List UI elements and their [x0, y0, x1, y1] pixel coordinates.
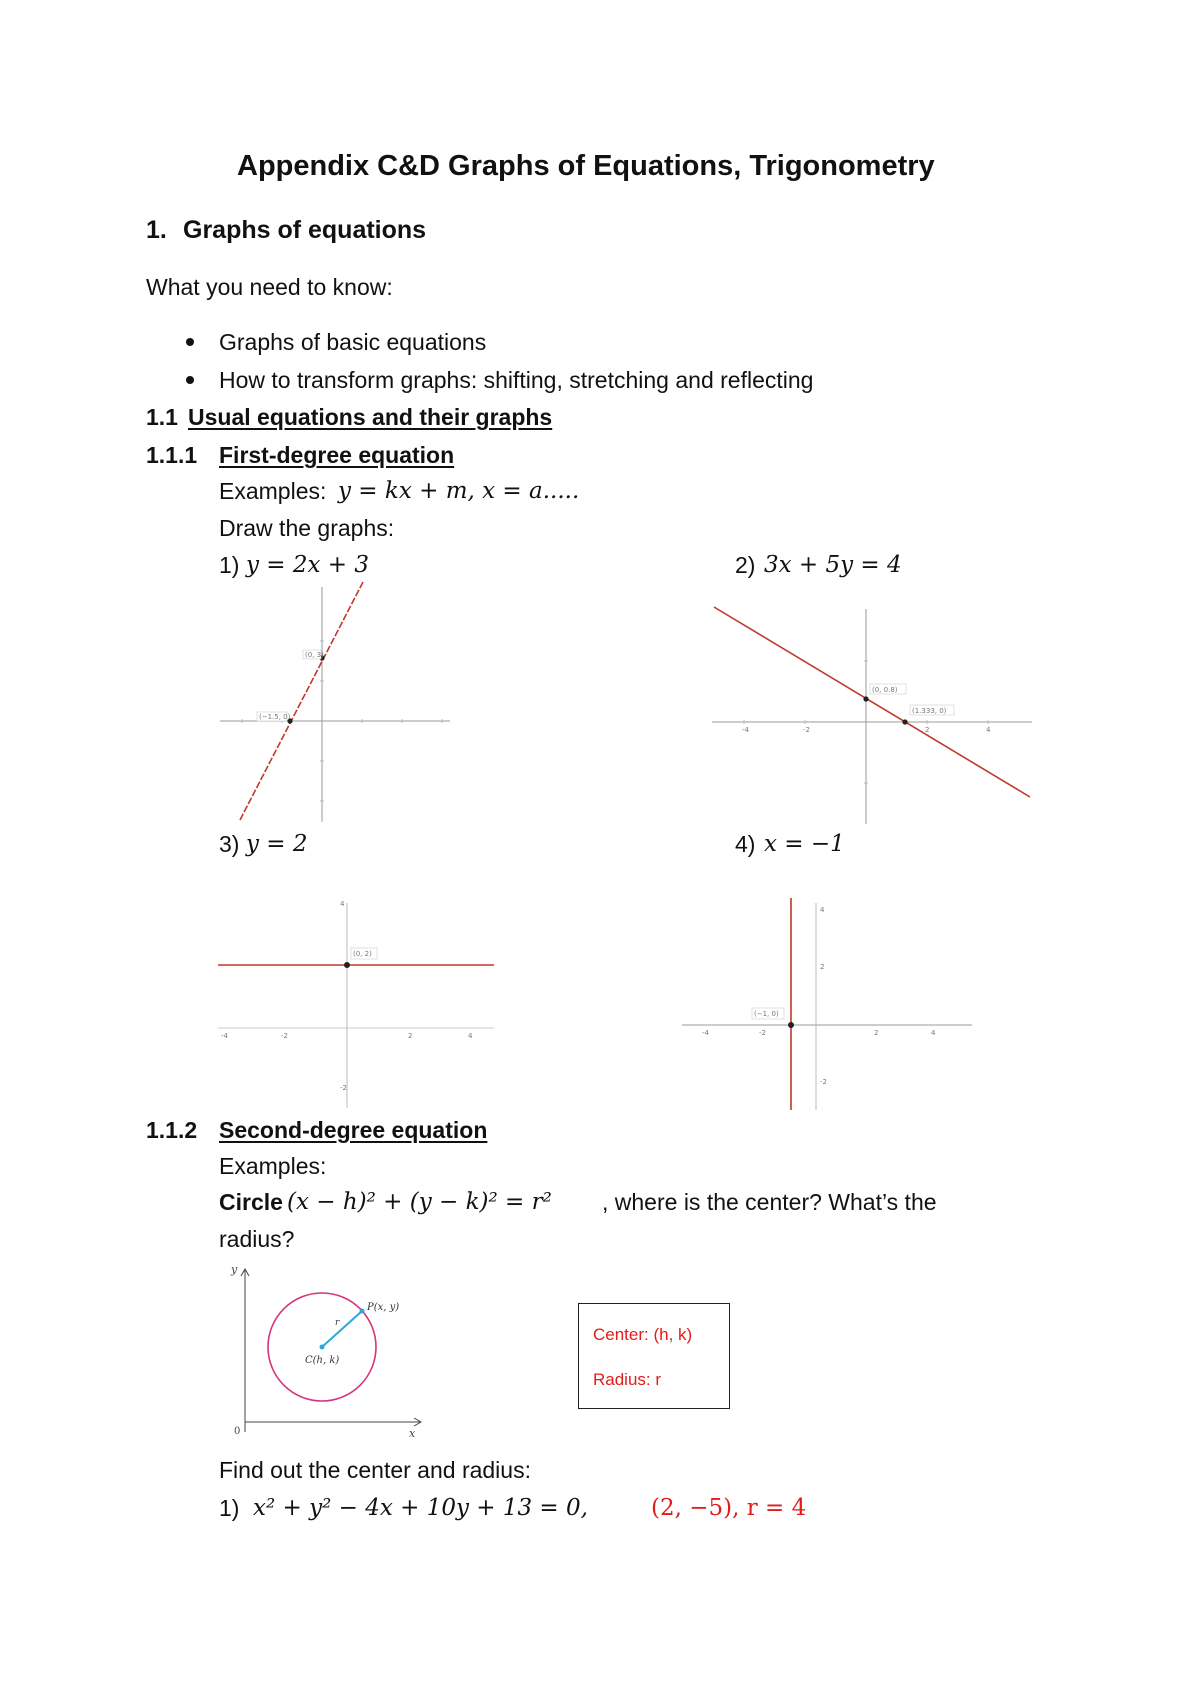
section-number: 1. [146, 216, 167, 244]
y-axis-label: y [231, 1263, 238, 1276]
subsubsection-title: Second-degree equation [219, 1117, 488, 1143]
point-label: (0, 0.8) [872, 686, 898, 694]
center-point [320, 1345, 325, 1350]
graph-line-2 [712, 604, 1032, 824]
examples-label: Examples: [219, 478, 327, 504]
svg-text:2: 2 [408, 1032, 413, 1040]
section-title: Graphs of equations [183, 216, 427, 244]
point-label: (0, 3) [305, 651, 324, 659]
point-p-label: P(x, y) [367, 1302, 400, 1313]
svg-text:2: 2 [874, 1029, 879, 1037]
line-y-2x-3 [240, 582, 363, 820]
problem-equation: y = 2 [246, 831, 308, 857]
bullet-dot [186, 376, 194, 384]
bullet-item: How to transform graphs: shifting, stretching and reflecting [219, 367, 814, 393]
graph-line-4 [682, 898, 972, 1110]
line-3x-5y-4 [714, 607, 1030, 797]
svg-text:-2: -2 [803, 726, 810, 734]
subsubsection-number: 1.1.2 [146, 1117, 198, 1143]
center-label: C(h, k) [305, 1355, 340, 1366]
answer-center: Center: (h, k) [593, 1325, 693, 1344]
problem-equation: x = −1 [764, 831, 845, 857]
problem-number: 4) [735, 831, 756, 857]
svg-text:-4: -4 [702, 1029, 709, 1037]
radius-label: r [335, 1318, 340, 1328]
svg-text:-2: -2 [281, 1032, 288, 1040]
intercept-point [902, 719, 907, 724]
answer-radius: Radius: r [593, 1370, 662, 1389]
intercept-point [344, 962, 350, 968]
graph-line-1 [215, 582, 455, 822]
bullet-item: Graphs of basic equations [219, 329, 487, 355]
radius-line [322, 1311, 362, 1347]
x-axis-label: x [409, 1427, 416, 1440]
svg-text:-4: -4 [742, 726, 749, 734]
intro-text: What you need to know: [146, 274, 393, 300]
svg-text:4: 4 [340, 900, 345, 908]
answer-box [578, 1303, 730, 1409]
circle-point-p [360, 1309, 365, 1314]
circle-question: , where is the center? What’s the [602, 1189, 937, 1215]
svg-text:-2: -2 [820, 1078, 827, 1086]
subsection-title: Usual equations and their graphs [188, 404, 553, 430]
circle-question-cont: radius? [219, 1226, 295, 1252]
point-label: (−1.5, 0) [259, 713, 291, 721]
problem-number: 1) [219, 552, 240, 578]
bullet-dot [186, 338, 194, 346]
svg-text:-4: -4 [221, 1032, 228, 1040]
exercise-equation: x² + y² − 4x + 10y + 13 = 0, [253, 1495, 588, 1521]
problem-number: 2) [735, 552, 756, 578]
svg-text:2: 2 [925, 726, 930, 734]
circle-equation: (x − h)² + (y − k)² = r² [287, 1189, 552, 1215]
svg-text:4: 4 [820, 906, 825, 914]
exercise-number: 1) [219, 1495, 240, 1521]
intercept-point [788, 1022, 794, 1028]
svg-text:2: 2 [820, 963, 825, 971]
origin-label: 0 [234, 1426, 241, 1437]
point-label: (−1, 0) [754, 1010, 779, 1018]
svg-text:-2: -2 [340, 1084, 347, 1092]
problem-equation: y = 2x + 3 [246, 552, 370, 578]
subsubsection-title: First-degree equation [219, 442, 455, 468]
circle-figure [225, 1262, 425, 1440]
intercept-point [863, 696, 868, 701]
draw-instruction: Draw the graphs: [219, 515, 395, 541]
point-label: (1.333, 0) [912, 707, 947, 715]
page-title: Appendix C&D Graphs of Equations, Trigonometry [237, 150, 935, 182]
svg-text:4: 4 [931, 1029, 936, 1037]
svg-text:4: 4 [986, 726, 991, 734]
point-label: (0, 2) [353, 950, 372, 958]
problem-number: 3) [219, 831, 240, 857]
circle-word: Circle [219, 1189, 283, 1215]
graph-line-3 [218, 898, 494, 1108]
exercise-answer: (2, −5), r = 4 [651, 1495, 807, 1521]
subsection-number: 1.1 [146, 404, 178, 430]
subsubsection-number: 1.1.1 [146, 442, 198, 468]
examples-math: y = kx + m, x = a..... [338, 478, 580, 504]
problem-equation: 3x + 5y = 4 [764, 552, 902, 578]
examples-label: Examples: [219, 1153, 327, 1179]
svg-text:4: 4 [468, 1032, 473, 1040]
svg-text:-2: -2 [759, 1029, 766, 1037]
find-prompt: Find out the center and radius: [219, 1457, 531, 1483]
